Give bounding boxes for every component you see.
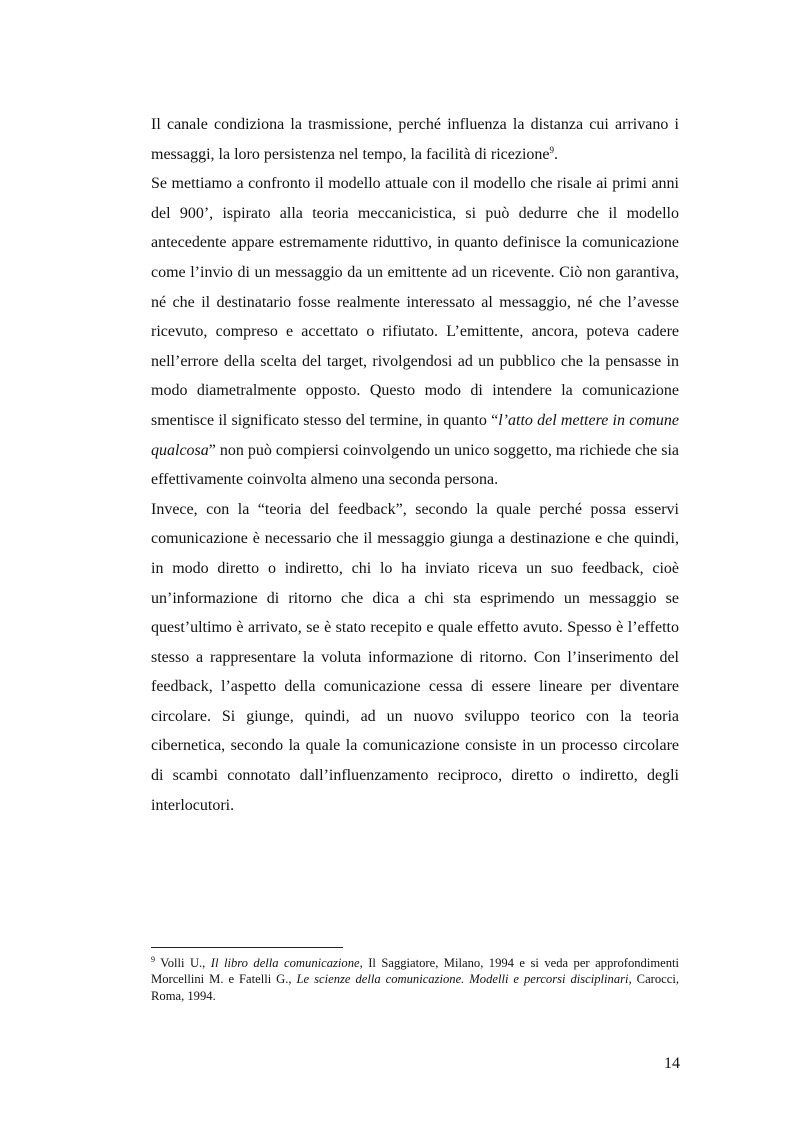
footnote-end: , Carocci, Roma, 1994. bbox=[151, 972, 679, 1003]
paragraph-feedback-theory: Invece, con la “teoria del feedback”, secondo la quale perché possa esservi comunicazione è necessario che il messaggio giunga a destinazione e che quindi, in modo diretto o indiretto, chi lo ha inviato riceva un suo feedback, cioè un’informazione di ritorno che dica a chi sta esprimendo un messaggio se quest’ultimo è arrivato, se è stato recepito e quale effetto avuto. Spesso è l’effetto stesso a rappresentare la voluta informazione di ritorno. Con l’inserimento del feedback, l’aspetto della comunicazione cessa di essere lineare per diventare circolare. Si giunge, quindi, ad un nuovo sviluppo teorico con la teoria cibernetica, secondo la quale la comunicazione consiste in un processo circolare di scambi connotato dall’influenzamento reciproco, diretto o indiretto, degli interlocutori. bbox=[151, 500, 679, 814]
footnote-divider bbox=[151, 947, 343, 948]
paragraph-model-before: Se mettiamo a confronto il modello attuale con il modello che risale ai primi anni del 900’, ispirato alla teoria meccanicistica, si può dedurre che il modello antecedente appare estremamente riduttivo, in quanto definisce la comunicazione come l’invio di un messaggio da un emittente ad un ricevente. Ciò non garantiva, né che il destinatario fosse realmente interessato al messaggio, né che l’avesse ricevuto, compreso e accettato o rifiutato. L’emittente, ancora, poteva cadere nell’errore della scelta del target, rivolgendosi ad un pubblico che la pensasse in modo diametralmente opposto. Questo modo di intendere la comunicazione smentisce il significato stesso del termine, in quanto “ bbox=[151, 175, 679, 429]
paragraph-channel bbox=[151, 110, 679, 169]
page-body bbox=[151, 110, 679, 820]
footnote-title-1: Il libro della comunicazione bbox=[210, 956, 360, 970]
footnote-author-1: Volli U., bbox=[155, 956, 211, 970]
paragraph-model-comparison bbox=[151, 169, 679, 495]
footnote-middle: , Il Saggiatore, Milano, 1994 e si veda per approfondimenti Morcellini M. e Fatelli G., bbox=[151, 956, 680, 987]
paragraph-channel-end: . bbox=[554, 145, 559, 163]
footnote-reference[interactable]: 9 bbox=[549, 144, 555, 155]
footnote-number: 9 bbox=[151, 955, 155, 964]
quoted-definition: l’atto del mettere in comune qualcosa bbox=[151, 411, 679, 459]
footnote-title-2: Le scienze della comunicazione. Modelli e percorsi disciplinari bbox=[296, 972, 629, 987]
paragraph-channel-text: Il canale condiziona la trasmissione, perché influenza la distanza cui arrivano i messaggi, la loro persistenza nel tempo, la facilità di ricezione bbox=[151, 116, 679, 163]
page-number: 14 bbox=[664, 1055, 680, 1072]
paragraph-model-after: ” non può compiersi coinvolgendo un unico soggetto, ma richiede che sia effettivamente coinvolta almeno una seconda persona. bbox=[151, 441, 679, 489]
footnote bbox=[151, 955, 679, 1004]
